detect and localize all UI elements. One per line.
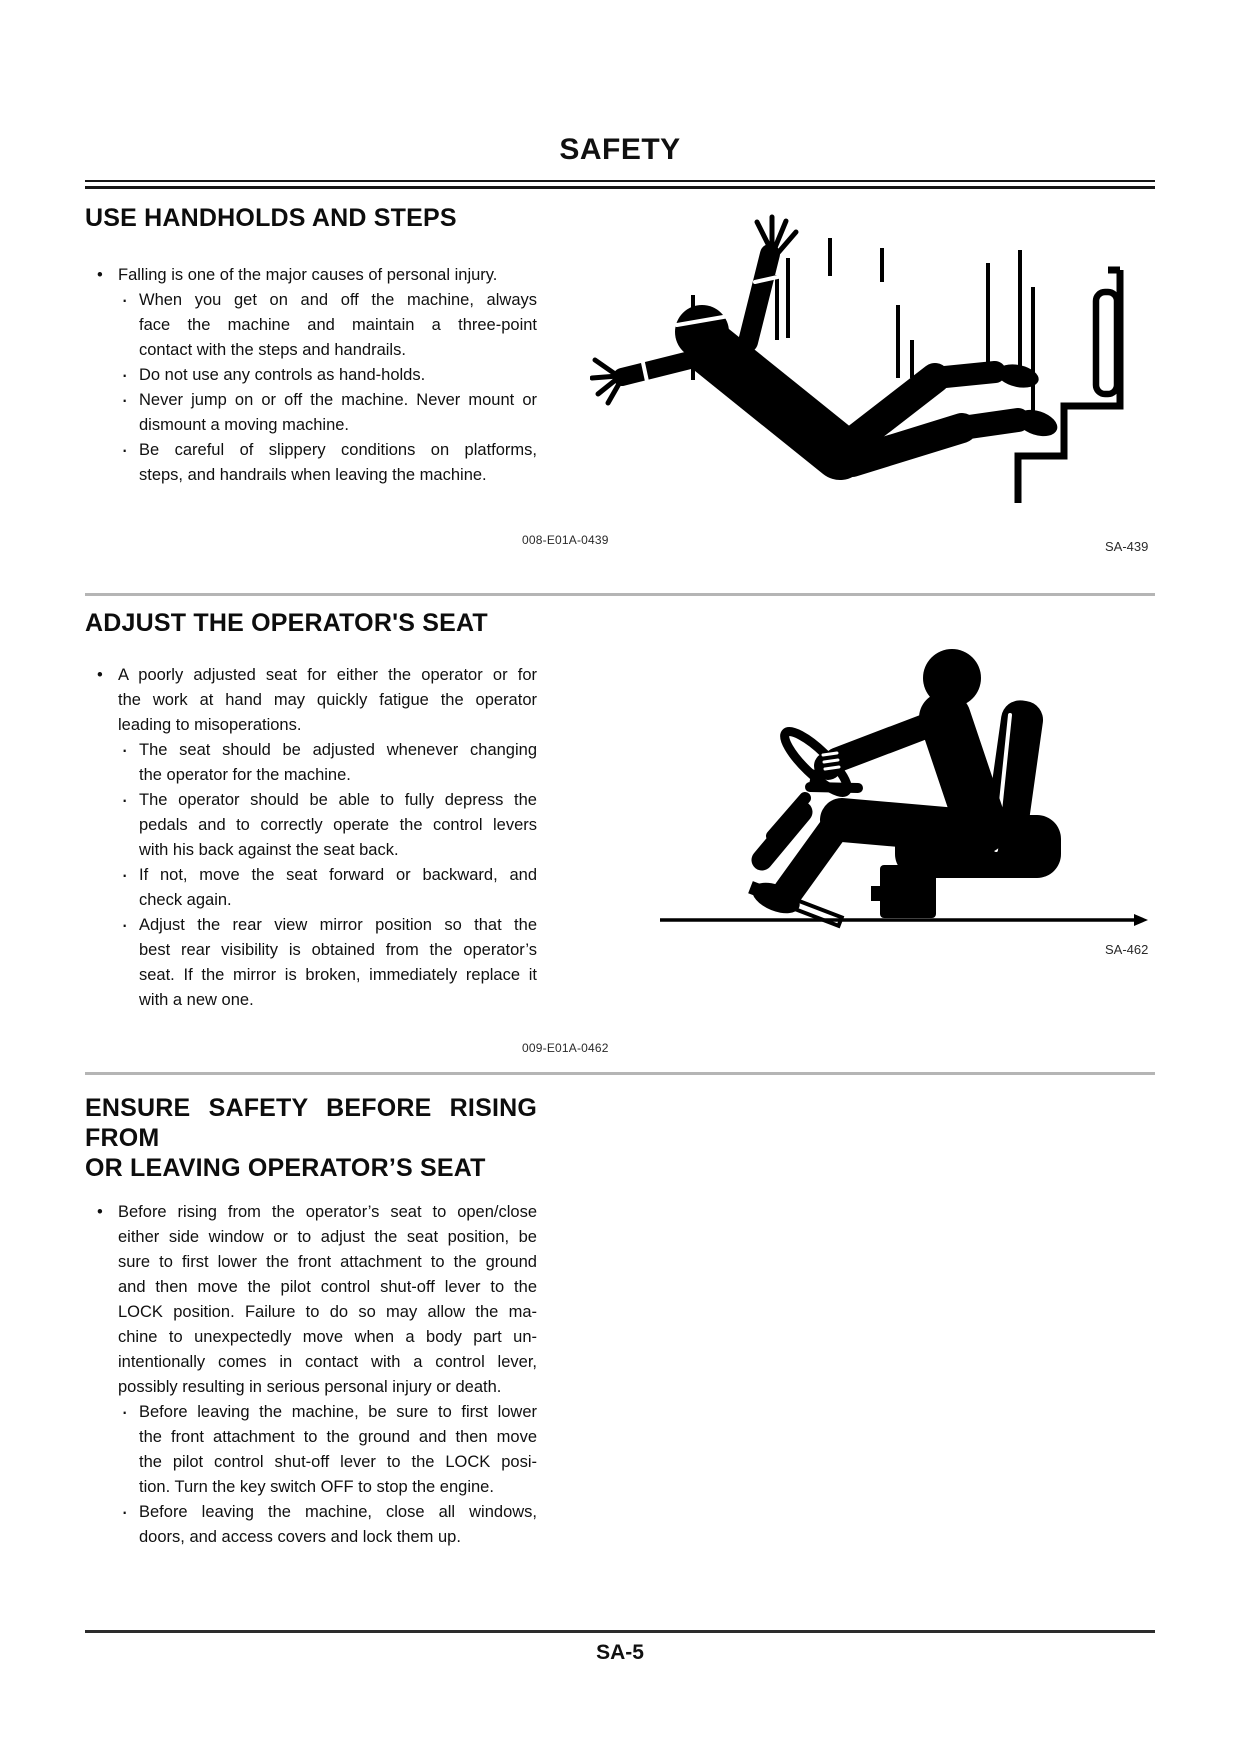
text-line: either side window or to adjust the seat position, be (118, 1228, 537, 1246)
bullet-marker: · (121, 1499, 129, 1524)
bullet-marker: · (121, 787, 129, 812)
text-line: with his back against the seat back. (139, 841, 399, 859)
text-line: pedals and to correctly operate the control levers (139, 816, 537, 834)
bullet-text (118, 263, 537, 288)
section-use-handholds-and-steps (85, 203, 1155, 603)
text-line: The operator should be able to fully depress the (139, 791, 537, 809)
bullet-text (139, 1500, 537, 1550)
text-line: When you get on and off the machine, always (139, 291, 537, 309)
text-line: chine to unexpectedly move when a body part un- (118, 1328, 537, 1346)
sub-bullet-item (85, 788, 537, 863)
figure-reference-code: 008-E01A-0439 (522, 533, 609, 547)
bullet-text (118, 1200, 537, 1400)
sub-bullet-item (85, 863, 537, 913)
bullet-marker: • (97, 666, 103, 684)
heading-line: OR LEAVING OPERATOR’S SEAT (85, 1154, 486, 1182)
text-line: doors, and access covers and lock them up. (139, 1528, 461, 1546)
text-line: sure to first lower the front attachment to the ground (118, 1253, 537, 1271)
bullet-text (139, 738, 537, 788)
page-number: SA-5 (596, 1641, 644, 1664)
bullet-list (85, 663, 537, 1013)
text-line: Before leaving the machine, close all windows, (139, 1503, 537, 1521)
bullet-text (139, 788, 537, 863)
text-line: Before leaving the machine, be sure to first lower (139, 1403, 537, 1421)
bullet-marker: · (121, 1399, 129, 1424)
bullet-text (139, 388, 537, 438)
text-line: intentionally comes in contact with a control lever, (118, 1353, 537, 1371)
bullet-marker: · (121, 912, 129, 937)
section-divider (85, 1072, 1155, 1075)
text-line: contact with the steps and handrails. (139, 341, 406, 359)
bullet-marker: · (121, 862, 129, 887)
text-line: Never jump on or off the machine. Never mount or (139, 391, 537, 409)
text-line: Do not use any controls as hand-holds. (139, 366, 426, 384)
text-line: Be careful of slippery conditions on platforms, (139, 441, 537, 459)
sub-bullet-item (85, 913, 537, 1013)
figure-label: SA-439 (1105, 539, 1149, 554)
section-ensure-safety-before-rising (85, 1093, 1155, 1563)
text-line: leading to misoperations. (118, 716, 302, 734)
text-line: face the machine and maintain a three-point (139, 316, 537, 334)
sub-bullet-item (85, 738, 537, 788)
section-heading (85, 203, 537, 233)
figure-falling-worker-illustration (590, 210, 1150, 510)
sub-bullet-item (85, 363, 537, 388)
bullet-item (85, 1200, 537, 1400)
bullet-item (85, 663, 537, 738)
bullet-marker: • (97, 1203, 103, 1221)
sub-bullet-item (85, 388, 537, 438)
bullet-text (139, 363, 537, 388)
text-line: The seat should be adjusted whenever changing (139, 741, 537, 759)
text-line: the operator for the machine. (139, 766, 351, 784)
header-double-rule (85, 180, 1155, 189)
section-divider (85, 593, 1155, 596)
heading-line: ENSURE SAFETY BEFORE RISING FROM (85, 1094, 537, 1152)
sub-bullet-item (85, 1500, 537, 1550)
text-line: the front attachment to the ground and then move (139, 1428, 537, 1446)
bullet-text (139, 438, 537, 488)
bullet-marker: • (97, 266, 103, 284)
text-line: and then move the pilot control shut-off lever to the (118, 1278, 537, 1296)
section-heading (85, 1093, 537, 1183)
figure-SA-462 (590, 620, 1150, 935)
text-line: Adjust the rear view mirror position so that the (139, 916, 537, 934)
figure-seated-operator-illustration (590, 620, 1150, 930)
bullet-text (118, 663, 537, 738)
bullet-list (85, 263, 537, 488)
sub-bullet-item (85, 438, 537, 488)
page-title: SAFETY (559, 133, 681, 166)
bullet-marker: · (121, 287, 129, 312)
text-line: best rear visibility is obtained from the operator’s (139, 941, 537, 959)
text-line: steps, and handrails when leaving the machine. (139, 466, 487, 484)
bullet-marker: · (121, 737, 129, 762)
heading-line: ADJUST THE OPERATOR'S SEAT (85, 609, 488, 637)
heading-line: USE HANDHOLDS AND STEPS (85, 204, 457, 232)
bullet-item (85, 263, 537, 288)
text-line: LOCK position. Failure to do so may allow the ma- (118, 1303, 537, 1321)
bullet-text (139, 288, 537, 363)
text-line: the work at hand may quickly fatigue the operator (118, 691, 537, 709)
section-adjust-the-operators-seat (85, 608, 1155, 1090)
text-line: Before rising from the operator’s seat to open/close (118, 1203, 537, 1221)
text-line: Falling is one of the major causes of personal injury. (118, 266, 498, 284)
text-line: dismount a moving machine. (139, 416, 350, 434)
text-line: the pilot control shut-off lever to the LOCK posi- (139, 1453, 537, 1471)
bullet-text (139, 913, 537, 1013)
footer-rule (85, 1630, 1155, 1633)
bullet-text (139, 1400, 537, 1500)
bullet-marker: · (121, 362, 129, 387)
bullet-marker: · (121, 387, 129, 412)
bullet-text (139, 863, 537, 913)
sub-bullet-item (85, 288, 537, 363)
text-line: possibly resulting in serious personal injury or death. (118, 1378, 502, 1396)
text-line: seat. If the mirror is broken, immediately replace it (139, 966, 537, 984)
figure-label: SA-462 (1105, 942, 1149, 957)
figure-SA-439 (590, 210, 1150, 515)
section-heading (85, 608, 537, 638)
text-line: If not, move the seat forward or backward, and (139, 866, 537, 884)
bullet-marker: · (121, 437, 129, 462)
text-line: with a new one. (139, 991, 254, 1009)
text-line: A poorly adjusted seat for either the operator or for (118, 666, 537, 684)
text-line: check again. (139, 891, 232, 909)
figure-reference-code: 009-E01A-0462 (522, 1041, 609, 1055)
bullet-list (85, 1200, 537, 1550)
sub-bullet-item (85, 1400, 537, 1500)
text-line: tion. Turn the key switch OFF to stop the engine. (139, 1478, 494, 1496)
